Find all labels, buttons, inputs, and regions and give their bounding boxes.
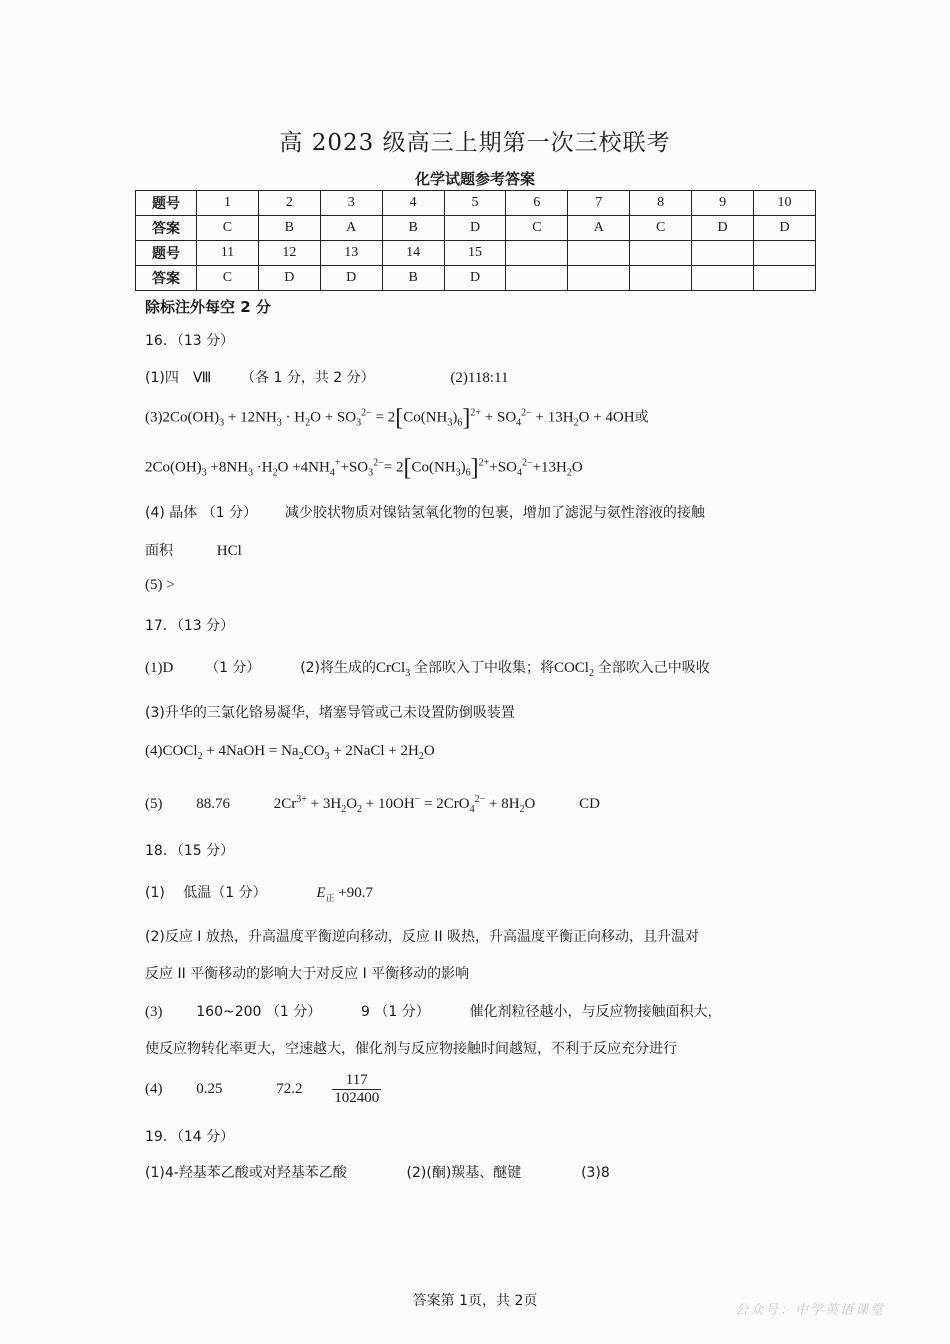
q16-part1-score: （各 1 分，共 2 分） [241,370,375,386]
table-cell: 13 [320,241,382,266]
table-cell: 15 [444,241,506,266]
answer-table [135,190,816,291]
q17-part5 [145,794,600,815]
q18-part1-answer: (1) 低温（1 分） [145,885,267,901]
page-footer: 答案第 1页，共 2页 [412,1293,538,1309]
q19-part3: (3)8 [581,1165,610,1181]
table-cell: A [320,216,382,241]
q18-part3-reason: 催化剂粒径越小，与反应物接触面积大， [469,1004,722,1020]
q18-part4-fraction [332,1072,381,1107]
table-cell-empty [754,241,816,266]
q17-part5-value: 88.76 [196,796,230,812]
scoring-note: 除标注外每空 2 分 [145,298,271,316]
q19-heading: 19．（14 分） [145,1129,235,1145]
table-row-answers-1 [136,216,816,241]
q17-part5-label: (5) [145,796,163,812]
table-cell: B [382,216,444,241]
q19-part1: (1)4-羟基苯乙酸或对羟基苯乙酸 [145,1165,347,1181]
table-cell-empty [692,241,754,266]
q16-part4-reagent: HCl [216,543,242,559]
q16-part1 [145,367,508,387]
q16-part5: (5) > [145,577,175,593]
row-label: 题号 [136,241,197,266]
table-cell: 3 [320,191,382,216]
table-cell-empty [630,266,692,291]
table-cell-empty [630,241,692,266]
q16-part4-line1 [145,502,705,522]
table-cell: 7 [568,191,630,216]
table-cell: 12 [258,241,320,266]
table-cell-empty [692,266,754,291]
q16-part3-equation-2: $2Co(OH)_3 +8NH_3 \cdot H_2O +4NH_4^++SO_3^{2-}= 2[Co(NH_3)_6]^{2+}+SO_4^{2-}+13H_2O$ [145,455,583,481]
q17-part1-score: （1 分） [205,660,261,676]
table-cell: C [630,216,692,241]
table-cell: B [382,266,444,291]
q16-part1-answer: (1)四 Ⅷ [145,370,212,386]
page-title: 高 2023 级高三上期第一次三校联考 [279,130,671,156]
q17-part3: (3)升华的三氯化铬易凝华，堵塞导管或己未设置防倒吸装置 [145,705,515,721]
q18-part3-line2: 使反应物转化率更大，空速越大，催化剂与反应物接触时间越短，不利于反应充分进行 [145,1041,677,1057]
q18-part4-value2: 72.2 [276,1081,303,1097]
table-cell: C [197,266,259,291]
table-cell: D [692,216,754,241]
table-cell: D [754,216,816,241]
q18-part1: (1) 低温（1 分） $E_正 +90.7$ [145,885,374,904]
q17-part1-answer: (1)D [145,660,174,676]
table-cell: 4 [382,191,444,216]
q18-part3-value: 9 （1 分） [360,1004,430,1020]
q16-part4-reason: 减少胶状物质对镍钴氢氧化物的包裹，增加了滤泥与氨性溶液的接触 [284,505,705,521]
q16-part3-equation-1: $(3)2Co(OH)_3 + 12NH_3 \cdot H_2O + SO_3^{2-} = 2[Co(NH_3)_6]^{2+} + SO_4^{2-} + 13H_2O + 4OH$或 [145,405,649,431]
table-cell: 6 [506,191,568,216]
q18-part4-value1: 0.25 [196,1081,223,1097]
table-cell: A [568,216,630,241]
q18-part3-line1 [145,1001,721,1021]
table-cell-empty [506,266,568,291]
row-label: 答案 [136,216,197,241]
table-cell: D [258,266,320,291]
q17-part5-equation: $2Cr^{3+} + 3H_2O_2 + 10OH^- = 2CrO_4^{2-} + 8H_2O$ [273,794,536,815]
q16-part4-answer: (4) 晶体 （1 分） [145,505,258,521]
q17-part2-b: 全部吹入丁中收集；将 [413,660,554,676]
q17-part5-choice: CD [579,796,600,812]
q17-part4-equation: (4)COCl$_2$ + 4NaOH = $Na_2CO_3$ + 2NaCl + $2H_2O$ [145,743,435,762]
q17-part1-2: (1)D （1 分） (2)将生成的CrCl$_3$ 全部吹入丁中收集；将COCl$_2$ 全部吹入己中吸收 [145,660,710,679]
table-cell: C [197,216,259,241]
q17-part2-c: 全部吹入己中吸收 [597,660,710,676]
q17-part2-a: (2)将生成的 [300,660,377,676]
fraction-numerator: 117 [332,1072,381,1090]
q16-part3-or: 或 [634,409,649,426]
q17-part4-label: (4) [145,743,163,759]
table-cell-empty [754,266,816,291]
table-cell: 10 [754,191,816,216]
row-label: 题号 [136,191,197,216]
table-row-questions-1 [136,191,816,216]
q18-part3-label: (3) [145,1004,163,1020]
table-cell: D [444,266,506,291]
fraction-denominator: 102400 [334,1090,380,1106]
table-row-questions-2 [136,241,816,266]
table-cell: D [320,266,382,291]
table-cell: 1 [197,191,259,216]
q17-heading: 17．（13 分） [145,618,235,634]
q18-part2-line2: 反应 II 平衡移动的影响大于对反应 I 平衡移动的影响 [145,966,470,982]
table-cell: 9 [692,191,754,216]
table-cell: B [258,216,320,241]
table-cell: D [444,216,506,241]
q19-parts [145,1162,610,1182]
q18-part4-label: (4) [145,1081,163,1097]
table-cell: 11 [197,241,259,266]
q16-heading: 16．（13 分） [145,333,235,349]
table-cell: 2 [258,191,320,216]
watermark: 公众号：中学英语课堂 [734,1303,885,1318]
q19-part2: (2)(酮)羰基、醚键 [406,1165,522,1181]
q16-part4-line2 [145,540,242,560]
table-cell-empty [506,241,568,266]
q18-heading: 18．（15 分） [145,843,235,859]
table-cell: C [506,216,568,241]
q18-part2-line1: (2)反应 I 放热，升高温度平衡逆向移动，反应 II 吸热，升高温度平衡正向移动，且升温对 [145,929,700,945]
table-cell-empty [568,266,630,291]
table-row-answers-2 [136,266,816,291]
q16-part4-reason-cont: 面积 [145,543,173,559]
table-cell: 5 [444,191,506,216]
table-cell: 14 [382,241,444,266]
q18-part1-value: +90.7 [338,885,374,901]
q18-part3-range: 160~200 （1 分） [196,1004,322,1020]
q16-part2-answer: (2)118:11 [450,370,509,386]
q16-part3-label: (3) [145,409,163,426]
table-cell: 8 [630,191,692,216]
row-label: 答案 [136,266,197,291]
q18-part4 [145,1072,381,1107]
table-cell-empty [568,241,630,266]
page-subtitle: 化学试题参考答案 [414,170,535,188]
